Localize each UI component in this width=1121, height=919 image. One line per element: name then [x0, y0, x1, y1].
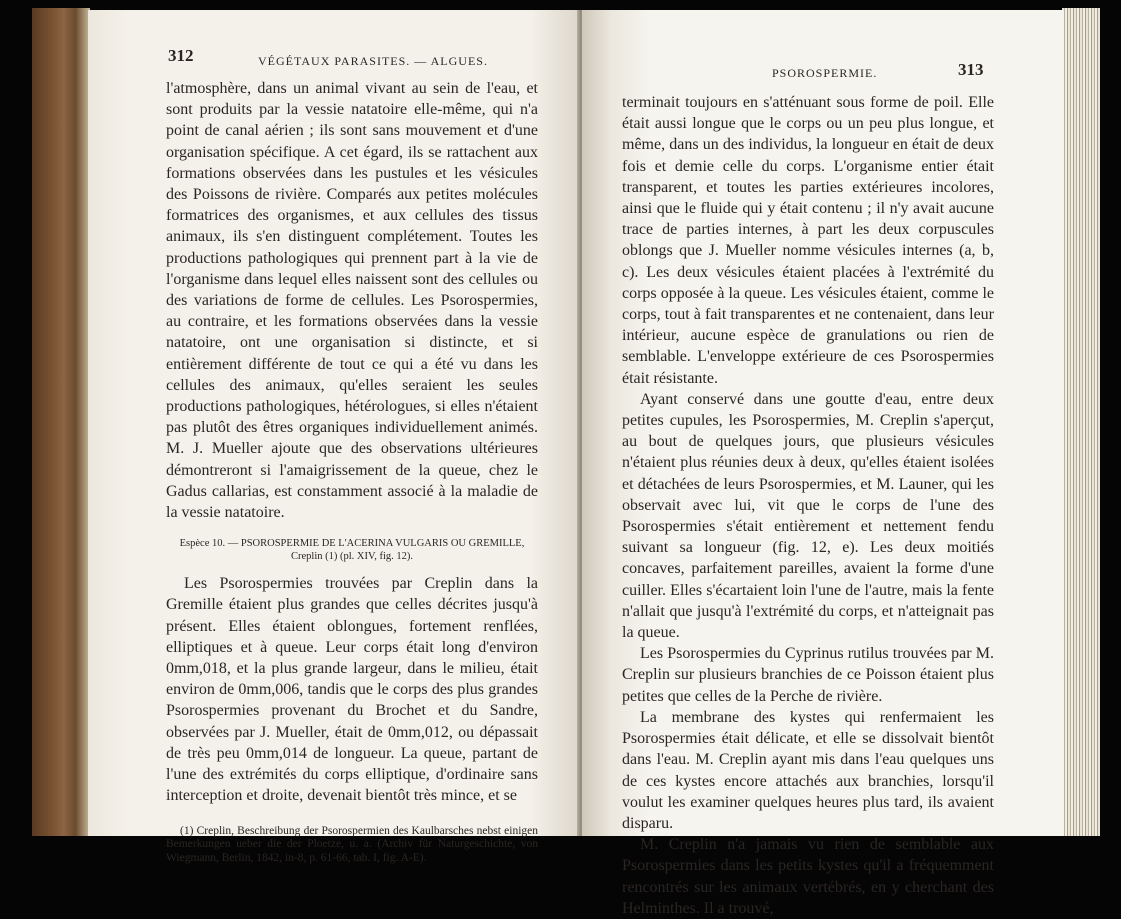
page-number-right: 313 [958, 60, 984, 79]
paragraph: M. Creplin n'a jamais vu rien de semblable aux Psorospermies dans les petits kystes qu'il a fréquemment rencontrés sur les animaux vertébrés, en y cherchant des Helminthes. Il a trouvé, [622, 836, 994, 917]
book-edge-left [32, 8, 90, 836]
paragraph: terminait toujours en s'atténuant sous forme de poil. Elle était aussi longue que le corps ou un peu plus longue, et même, dans un des individus, la longueur en était de deux fois et demie celle du corps. L'organisme entier était transparent, et toutes les parties extérieures incolores, ainsi que le fluide qui y était contenu ; il n'y avait aucune trace de parties internes, à part les deux corpuscules oblongs que J. Mueller nomme vésicules internes (a, b, c). Les deux vésicules étaient placées à l'extrémité du corps opposée à la queue. Les vésicules étaient, comme le corps, tout à fait transparentes et ne contenaient, dans leur intérieur, aucune espèce de granulations ou rien de semblable. L'enveloppe extérieure de ces Psorospermies était résistante. [622, 94, 994, 387]
left-body [166, 78, 538, 865]
footnote: (1) Creplin, Beschreibung der Psorospermien des Kaulbarsches nebst einigen Bemerkungen ueber die der Ploetze, u. a. (Archiv für Naturgeschichte, von Wiegmann, Berlin, 1842, in-8, p. 61-66, tab. I, fig. A-E). [166, 824, 538, 864]
book-edge-right [1062, 8, 1100, 836]
right-page [582, 10, 1064, 917]
page-number-left: 312 [168, 46, 194, 65]
right-body [622, 92, 994, 919]
paragraph: La membrane des kystes qui renfermaient les Psorospermies était délicate, et elle se dissolvait bientôt dans l'eau. M. Creplin ayant mis dans l'eau quelques uns de ces kystes encore attachés aux branchies, lorsqu'il voulut les examiner quelques heures plus tard, ils avaient disparu. [622, 708, 994, 832]
species-heading-line2: Creplin (1) (pl. XIV, fig. 12). [291, 551, 413, 563]
species-heading-line1: Espèce 10. — PSOROSPERMIE DE L'ACERINA VULGARIS OU GREMILLE, [179, 538, 525, 550]
running-header-left: VÉGÉTAUX PARASITES. — ALGUES. [258, 54, 488, 68]
paragraph: Ayant conservé dans une goutte d'eau, entre deux petites cupules, les Psorospermies, M. Creplin s'aperçut, au bout de quelques jours, que plusieurs vésicules n'étaient plus réunies deux à deux, qu'elles étaient isolées et détachées de leurs Psorospermies, et M. Launer, qui les observait avec lui, vit que le corps de l'une des Psorospermies s'était entièrement et nettement fendu suivant sa longueur (fig. 12, e). Les deux moitiés concaves, parfaitement pareilles, avaient la forme d'une cuiller. Elles s'écartaient loin l'une de l'autre, mais la fente n'allait que jusqu'à l'extrémité du corps, et n'atteignait pas la queue. [622, 390, 994, 642]
paragraph: Les Psorospermies du Cyprinus rutilus trouvées par M. Creplin sur plusieurs branchies de ce Poisson étaient plus petites que celles de la Perche de rivière. [622, 645, 994, 705]
running-header-right: PSOROSPERMIE. [772, 66, 878, 80]
species-heading [166, 537, 538, 563]
paragraph: Les Psorospermies trouvées par Creplin dans la Gremille étaient plus grandes que celles décrites jusqu'à présent. Elles étaient oblongues, fortement renflées, elliptiques et à queue. Leur corps était long d'environ 0mm,018, et la plus grande largeur, dans le milieu, était environ de 0mm,006, tandis que le corps des plus grandes Psorospermies provenant du Brochet et du Sandre, observées par J. Mueller, était de 0mm,012, ou dépassait de très peu 0mm,014 de longueur. La queue, partant de l'une des extrémités du corps elliptique, d'ordinaire sans interception et droite, devenait bientôt très mince, et se [166, 575, 538, 805]
paragraph: l'atmosphère, dans un animal vivant au sein de l'eau, et sont produits par la vessie natatoire elle-même, qui n'a point de canal aérien ; ils sont sans mouvement et d'une organisation spécifique. A cet égard, ils se rattachent aux formations observées dans les pustules et les vésicules des Poissons de rivière. Comparés aux petites molécules formatrices des organismes, et aux cellules des tissus animaux, ils s'en distinguent complétement. Toutes les productions pathologiques qui prennent part à la vie de l'organisme dans lequel elles naissent sont des cellules ou des variations de forme de cellules. Les Psorospermies, au contraire, et les formations observées dans la vessie natatoire, ont une organisation si distincte, et si entièrement différente de tout ce qui a été vu dans les cellules des animaux, qu'elles seraient les seules productions pathologiques, hétérologues, si elles n'étaient pas plutôt des êtres organiques individuellement animés. M. J. Mueller ajoute que des observations ultérieures démontreront si l'amaigrissement de la queue, chez le Gadus callarias, est constamment associé à la maladie de la vessie natatoire. [166, 80, 538, 522]
left-page [88, 10, 580, 864]
